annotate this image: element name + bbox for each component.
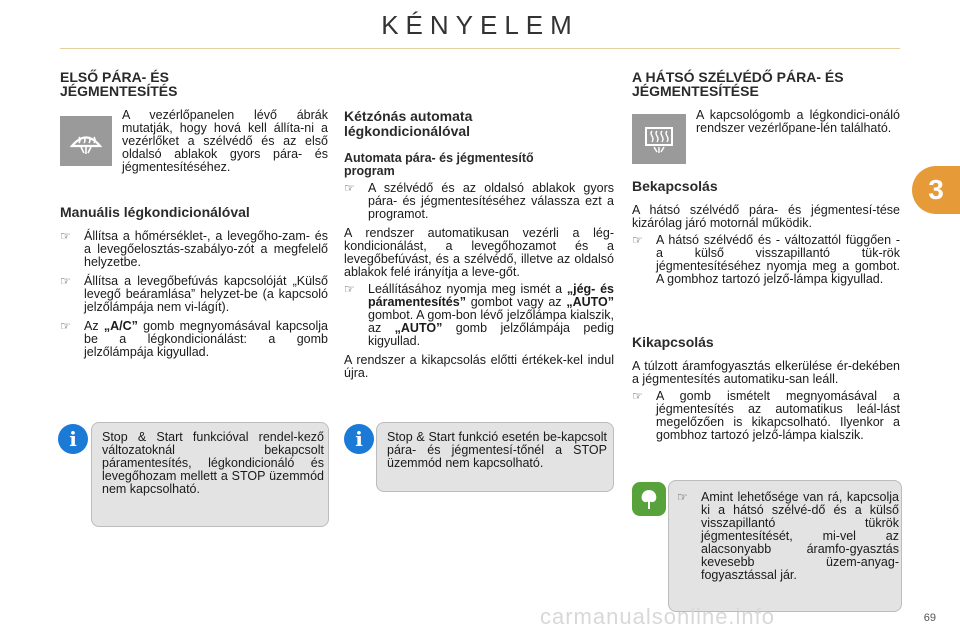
switch-on-content: A hátsó szélvédő pára- és jégmentesí-tése kizárólag járó motornál működik. ☞ A hátsó szélvédő és - változattól függően - a külső visszapillantó tük-rök jégmentesítéséhez nyomja meg a gombot. A gombhoz tartozó jelző-lámpa kigyullad. xyxy=(632,203,900,286)
pointing-hand-icon: ☞ xyxy=(677,490,688,504)
switch-off-heading: Kikapcsolás xyxy=(632,334,714,350)
list-item: ☞ A gomb ismételt megnyomásával a jégmentesítés az automatikus leál-lást megelőzően is kikapcsolható. Ilyenkor a gombhoz tartozó jelző-lámpa kialszik. xyxy=(632,389,900,442)
page-number: 69 xyxy=(923,612,936,624)
list-item: ☞ Állítsa a hőmérséklet-, a levegőho-zam- és a levegőelosztás-szabályo-zót a megfelelő helyzetbe. xyxy=(60,229,328,269)
pointing-hand-icon: ☞ xyxy=(344,181,355,195)
front-defrost-icon xyxy=(60,116,112,166)
list-item: ☞ A hátsó szélvédő és - változattól függően - a külső visszapillantó tük-rök jégmentesítéséhez nyomja meg a gombot. A gombhoz tartozó jelző-lámpa kigyullad. xyxy=(632,233,900,286)
auto-defrost-heading: Automata pára- és jégmentesítő program xyxy=(344,151,534,178)
chapter-tab[interactable]: 3 xyxy=(912,166,960,214)
list-item: ☞ A szélvédő és az oldalsó ablakok gyors pára- és jégmentesítéséhez válassza ezt a programot. xyxy=(344,181,614,221)
page-title: KÉNYELEM xyxy=(381,10,579,40)
list-item: ☞ Leállításához nyomja meg ismét a „jég- és páramentesítés” gombot vagy az „AUTO” gombot. A gom-bon lévő jelzőlámpa kialszik, az „AUTO” gomb jelzőlámpája pedig kigyullad. xyxy=(344,282,614,348)
manual-ac-list xyxy=(60,230,328,365)
info-note-1: Stop & Start funkcióval rendel-kező változatoknál bekapcsolt páramentesítés, légkondicionáló és levegőhozam mellett a STOP üzemmód nem kapcsolható. xyxy=(91,422,329,527)
list-item: ☞ Az „A/C” gomb megnyomásával kapcsolja be a légkondicionálást: a gomb jelzőlámpája kigyullad. xyxy=(60,319,328,359)
pointing-hand-icon: ☞ xyxy=(632,389,643,403)
pointing-hand-icon: ☞ xyxy=(60,229,71,243)
eco-note: ☞ Amint lehetősége van rá, kapcsolja ki a hátsó szélvé-dő és a külső visszapillantó tükrök jégmentesítését, mi-vel az alacsonyabb áramfo-gyasztás kevesebb üzem-anyag-fogyasztással jár. xyxy=(668,480,902,612)
header-divider xyxy=(60,48,900,49)
eco-leaf-icon xyxy=(632,482,666,516)
info-icon: i xyxy=(344,424,374,454)
info-note-2: Stop & Start funkció esetén be-kapcsolt pára- és jégmentesí-tőnél a STOP üzemmód nem kapcsolható. xyxy=(376,422,614,492)
manual-ac-heading: Manuális légkondicionálóval xyxy=(60,204,250,220)
rear-defrost-heading: A HÁTSÓ SZÉLVÉDŐ PÁRA- ÉS JÉGMENTESÍTÉSE xyxy=(632,69,844,99)
auto-defrost-para: A rendszer automatikusan vezérli a lég-kondicionálást, a levegőhozamot és a levegőbefúvást, és a szélvédő, illetve az oldalsó ablakok felé irányítja a leve-gőt. xyxy=(344,226,614,279)
restart-para: A rendszer a kikapcsolás előtti értékek-kel indul újra. xyxy=(344,353,614,380)
switch-on-heading: Bekapcsolás xyxy=(632,178,718,194)
front-defrost-heading: ELSŐ PÁRA- ÉS JÉGMENTESÍTÉS xyxy=(60,69,178,99)
pointing-hand-icon: ☞ xyxy=(632,233,643,247)
watermark: carmanualsonline.info xyxy=(540,604,776,629)
switch-off-content: A túlzott áramfogyasztás elkerülése ér-dekében a jégmentesítés automatiku-san leáll. ☞ A gomb ismételt megnyomásával a jégmentesítés az automatikus leál-lást megelőzően is kikapcsolható. Ilyenkor a gombhoz tartozó jelző-lámpa kialszik. xyxy=(632,359,900,442)
rear-defrost-icon xyxy=(632,114,686,164)
pointing-hand-icon: ☞ xyxy=(344,282,355,296)
pointing-hand-icon: ☞ xyxy=(60,319,71,333)
rear-defrost-intro: A kapcsológomb a légkondici-onáló rendszer vezérlőpane-lén található. xyxy=(696,108,900,135)
dual-zone-heading: Kétzónás automata légkondicionálóval xyxy=(344,108,473,139)
front-defrost-intro: A vezérlőpanelen lévő ábrák mutatják, hogy hová kell állíta-ni a vezérlőket a szélvédő és az első oldalsó ablakok gyors pára- és jégmentesítéséhez. xyxy=(122,108,328,174)
auto-defrost-content xyxy=(344,182,614,380)
list-item: ☞ Állítsa a levegőbefúvás kapcsolóját „Külső levegő beáramlása” helyzet-be (a kapcsoló jelzőlámpája nem vi-lágít). xyxy=(60,274,328,314)
pointing-hand-icon: ☞ xyxy=(60,274,71,288)
info-icon: i xyxy=(58,424,88,454)
